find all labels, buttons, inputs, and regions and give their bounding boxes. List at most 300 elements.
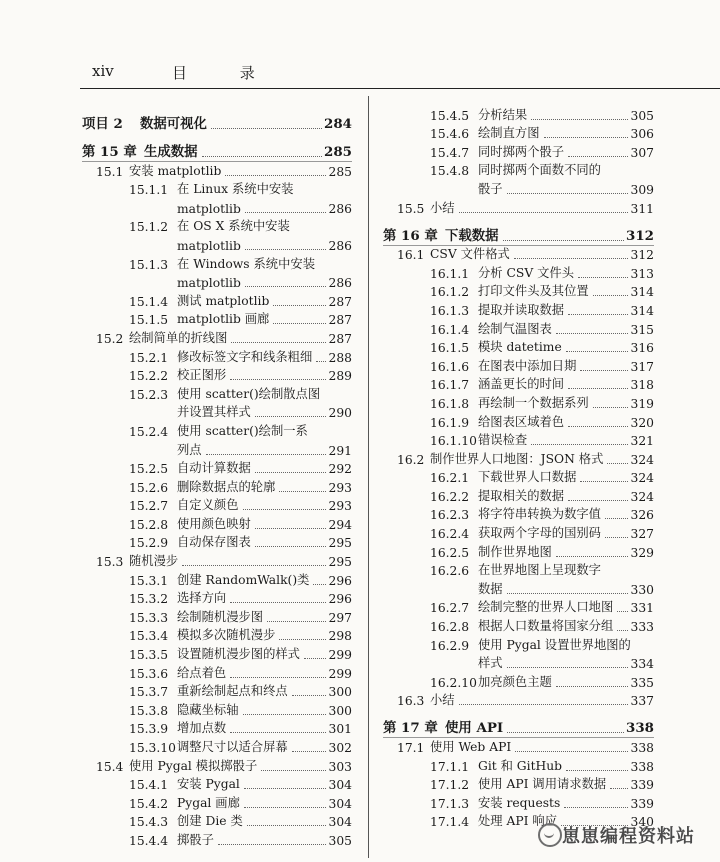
toc-entry-number: 16.1.8 [430, 396, 470, 411]
toc-entry-l2 [82, 385, 352, 404]
toc-entry-title: 自动保存图表 [177, 535, 251, 550]
toc-left-column [82, 106, 352, 850]
toc-entry-title: 测试 matplotlib [177, 293, 270, 308]
toc-entry-number: 16.2 [397, 452, 425, 467]
toc-entry-page: 311 [630, 201, 654, 216]
toc-entry-page: 293 [328, 499, 352, 514]
toc-entry-number: 15.3.5 [129, 648, 169, 663]
toc-entry-l2 [82, 776, 352, 795]
toc-entry-page: 307 [630, 145, 654, 160]
toc-entry-title: 删除数据点的轮廓 [177, 479, 276, 494]
toc-entry-l2 [82, 515, 352, 534]
toc-entry-title: matplotlib [177, 201, 241, 216]
toc-entry-number: 15.3.3 [129, 610, 169, 625]
toc-entry-number: 17.1.4 [430, 815, 470, 830]
dot-leader [255, 546, 326, 547]
toc-entry-title: 小结 [430, 693, 455, 708]
dot-leader [255, 528, 326, 529]
dot-leader [566, 351, 628, 352]
toc-entry-page: 319 [630, 396, 654, 411]
toc-entry-page: 339 [630, 778, 654, 793]
toc-entry-page: 286 [328, 276, 352, 291]
toc-entry-title: 给点着色 [177, 665, 227, 680]
page-header [0, 0, 720, 96]
toc-entry-l2 [82, 181, 352, 200]
toc-entry-title: 加亮颜色主题 [478, 674, 552, 689]
toc-entry-number: 16.2.1 [430, 471, 470, 486]
toc-entry-l2 [383, 339, 654, 358]
toc-entry-page: 314 [630, 303, 654, 318]
toc-entry-number: 15.4.2 [129, 796, 169, 811]
toc-entry-title: 提取相关的数据 [478, 488, 565, 503]
toc-entry-l2 [383, 432, 654, 451]
dot-leader [230, 677, 326, 678]
toc-entry-number: 15.2.3 [129, 387, 169, 402]
dot-leader [593, 407, 628, 408]
toc-entry-number: 16.2.6 [430, 564, 470, 579]
dot-leader [568, 388, 628, 389]
dot-leader [556, 556, 628, 557]
toc-entry-l2 [82, 813, 352, 832]
toc-entry-page: 331 [630, 601, 654, 616]
toc-entry-page: 333 [630, 620, 654, 635]
toc-entry-page: 290 [328, 406, 352, 421]
dot-leader [578, 277, 628, 278]
toc-entry-l2 [383, 162, 654, 181]
dot-leader [531, 119, 628, 120]
toc-entry-chapter [383, 218, 654, 246]
toc-entry-title: 分析 CSV 文件头 [478, 265, 575, 280]
dot-leader [230, 602, 326, 603]
toc-entry-page: 305 [328, 833, 352, 848]
toc-entry-number: 15.3.4 [129, 629, 169, 644]
toc-entry-title: 提取并读取数据 [478, 302, 565, 317]
toc-entry-title: 打印文件头及其位置 [478, 284, 589, 299]
toc-entry-l2 [82, 292, 352, 311]
toc-entry-title: 同时掷两个骰子 [478, 144, 565, 159]
dot-leader [580, 481, 628, 482]
toc-entry-page: 339 [630, 796, 654, 811]
toc-entry-title: 使用 scatter()绘制一系 [177, 423, 308, 438]
toc-entry-number: 15.2.2 [129, 369, 169, 384]
toc-entry-page: 314 [630, 285, 654, 300]
toc-entry-page: 335 [630, 675, 654, 690]
toc-entry-number: 15.2.1 [129, 350, 169, 365]
toc-entry-title: 小结 [430, 200, 455, 215]
toc-entry-page: 294 [328, 517, 352, 532]
toc-entry-page: 287 [328, 294, 352, 309]
toc-entry-page: 293 [328, 480, 352, 495]
dot-leader [261, 770, 326, 771]
toc-entry-l2 [383, 143, 654, 162]
toc-entry-cont [82, 199, 352, 218]
dot-leader [568, 156, 628, 157]
toc-entry-l2 [383, 673, 654, 692]
toc-entry-title: Git 和 GitHub [478, 758, 563, 773]
toc-entry-l1 [383, 692, 654, 711]
toc-entry-l2 [383, 562, 654, 581]
toc-entry-page: 316 [630, 341, 654, 356]
dot-leader [304, 658, 326, 659]
toc-entry-page: 299 [328, 648, 352, 663]
toc-entry-number: 15.5 [397, 201, 425, 216]
toc-entry-l1 [82, 162, 352, 181]
toc-entry-title: 生成数据 [144, 144, 198, 160]
toc-entry-page: 330 [630, 582, 654, 597]
toc-entry-l2 [82, 255, 352, 274]
toc-entry-number: 15.4.7 [430, 145, 470, 160]
dot-leader [231, 342, 326, 343]
toc-entry-title: 安装 matplotlib [129, 163, 222, 178]
toc-entry-page: 296 [328, 573, 352, 588]
watermark-text: 崽崽编程资料站 [562, 826, 695, 847]
dot-leader [279, 639, 326, 640]
toc-entry-l2 [82, 645, 352, 664]
toc-entry-number: 15.3.7 [129, 685, 169, 700]
toc-entry-title: 隐藏坐标轴 [177, 702, 239, 717]
dot-leader [580, 370, 628, 371]
toc-entry-number: 15.3 [96, 555, 124, 570]
dot-leader [610, 788, 628, 789]
toc-entry-number: 16.2.10 [430, 675, 477, 690]
toc-entry-page: 298 [328, 629, 352, 644]
toc-entry-l2 [383, 320, 654, 339]
toc-entry-page: 324 [630, 471, 654, 486]
toc-entry-number: 15.2.7 [129, 499, 169, 514]
toc-entry-number: 16.1.7 [430, 378, 470, 393]
toc-entry-number: 15.4.5 [430, 108, 470, 123]
toc-entry-l2 [82, 571, 352, 590]
toc-entry-number: 第 17 章 [383, 720, 438, 737]
toc-entry-number: 16.1 [397, 248, 425, 263]
toc-entry-number: 17.1.2 [430, 778, 470, 793]
toc-entry-title: 选择方向 [177, 591, 227, 606]
toc-entry-page: 284 [324, 116, 352, 132]
toc-entry-title: 制作世界地图 [478, 544, 552, 559]
toc-entry-cont [383, 580, 654, 599]
toc-entry-page: 286 [328, 201, 352, 216]
toc-entry-l2 [82, 218, 352, 237]
dot-leader [507, 667, 628, 668]
toc-entry-page: 299 [328, 666, 352, 681]
toc-entry-number: 17.1.3 [430, 796, 470, 811]
toc-entry-title: 根据人口数量将国家分组 [478, 619, 614, 634]
dot-leader [243, 714, 326, 715]
dot-leader [243, 509, 326, 510]
toc-entry-l2 [82, 720, 352, 739]
toc-entry-title: Pygal 画廊 [177, 795, 240, 810]
toc-entry-l1 [82, 757, 352, 776]
toc-entry-title: 绘制随机漫步图 [177, 609, 264, 624]
dot-leader [556, 686, 628, 687]
toc-entry-l2 [383, 106, 654, 125]
toc-entry-title: 处理 API 响应 [478, 814, 558, 829]
dot-leader [593, 295, 628, 296]
toc-entry-l2 [383, 413, 654, 432]
toc-entry-number: 16.2.4 [430, 527, 470, 542]
dot-leader [566, 770, 628, 771]
toc-entry-number: 15.1.2 [129, 220, 169, 235]
dot-leader [206, 454, 326, 455]
dot-leader [531, 444, 628, 445]
toc-entry-l2 [82, 627, 352, 646]
dot-leader [459, 212, 628, 213]
toc-entry-number: 15.4.8 [430, 164, 470, 179]
dot-leader [507, 593, 628, 594]
toc-entry-title: 创建 Die 类 [177, 814, 243, 829]
toc-entry-title: 使用颜色映射 [177, 516, 251, 531]
toc-entry-title: 将字符串转换为数字值 [478, 507, 601, 522]
toc-entry-l2 [383, 757, 654, 776]
toc-entry-title: 制作世界人口地图：JSON 格式 [430, 451, 604, 466]
toc-entry-l1 [383, 738, 654, 757]
toc-entry-title: 使用 Pygal 模拟掷骰子 [129, 758, 258, 773]
toc-entry-page: 287 [328, 313, 352, 328]
toc-right-column [383, 106, 654, 831]
toc-entry-number: 15.3.2 [129, 592, 169, 607]
toc-entry-title: 自动计算数据 [177, 461, 251, 476]
toc-entry-l2 [383, 376, 654, 395]
toc-entry-chapter [82, 134, 352, 162]
toc-entry-page: 340 [630, 815, 654, 830]
toc-entry-title: 使用 API 调用请求数据 [478, 777, 607, 792]
toc-entry-page: 303 [328, 759, 352, 774]
toc-entry-number: 16.2.7 [430, 601, 470, 616]
dot-leader [605, 537, 628, 538]
toc-entry-l2 [383, 469, 654, 488]
toc-entry-title: 绘制直方图 [478, 126, 540, 141]
toc-entry-number: 15.3.9 [129, 722, 169, 737]
toc-entry-l2 [82, 608, 352, 627]
toc-entry-cont [82, 441, 352, 460]
dot-leader [255, 472, 326, 473]
toc-entry-page: 313 [630, 266, 654, 281]
toc-entry-l2 [82, 590, 352, 609]
dot-leader [245, 249, 326, 250]
toc-entry-title: 自定义颜色 [177, 498, 239, 513]
toc-entry-title: 在 Linux 系统中安装 [177, 182, 294, 197]
dot-leader [182, 565, 326, 566]
column-divider [368, 96, 369, 858]
toc-entry-page: 292 [328, 462, 352, 477]
watermark [502, 814, 720, 854]
toc-entry-number: 16.1.5 [430, 341, 470, 356]
toc-entry-number: 15.3.1 [129, 573, 169, 588]
dot-leader [267, 621, 326, 622]
dot-leader [507, 732, 628, 733]
toc-entry-title: matplotlib 画廊 [177, 312, 270, 327]
toc-entry-page: 334 [630, 657, 654, 672]
toc-entry-l2 [82, 422, 352, 441]
toc-entry-title: 修改标签文字和线条粗细 [177, 349, 313, 364]
toc-entry-page: 291 [328, 443, 352, 458]
toc-entry-title: 绘制完整的世界人口地图 [478, 600, 614, 615]
toc-entry-title: 使用 API [445, 720, 504, 737]
dot-leader [273, 323, 326, 324]
dot-leader [230, 379, 326, 380]
toc-entry-title: 涵盖更长的时间 [478, 377, 565, 392]
toc-entry-number: 16.2.3 [430, 508, 470, 523]
dot-leader [230, 732, 326, 733]
toc-entry-l2 [82, 831, 352, 850]
toc-entry-page: 304 [328, 815, 352, 830]
toc-entry-number: 16.1.4 [430, 322, 470, 337]
toc-entry-title: 获取两个字母的国别码 [478, 526, 601, 541]
toc-entry-page: 295 [328, 536, 352, 551]
toc-entry-page: 309 [630, 182, 654, 197]
toc-entry-page: 338 [626, 720, 654, 737]
toc-entry-l2 [383, 301, 654, 320]
dot-leader [279, 491, 326, 492]
toc-entry-title: 绘制气温图表 [478, 321, 552, 336]
toc-entry-title: 同时掷两个面数不同的 [478, 163, 601, 178]
dot-leader [255, 416, 326, 417]
toc-entry-l2 [82, 478, 352, 497]
toc-entry-title: 安装 requests [478, 795, 561, 810]
toc-entry-l2 [82, 683, 352, 702]
dot-leader [564, 807, 628, 808]
dot-leader [605, 518, 628, 519]
toc-entry-l1 [383, 450, 654, 469]
toc-entry-number: 16.3 [397, 694, 425, 709]
toc-entry-page: 288 [328, 350, 352, 365]
dot-leader [514, 258, 628, 259]
toc-entry-number: 15.3.8 [129, 703, 169, 718]
toc-entry-title: 列点 [177, 442, 202, 457]
toc-entry-number: 17.1.1 [430, 759, 470, 774]
dot-leader [211, 128, 326, 129]
toc-entry-l2 [383, 394, 654, 413]
toc-entry-title: 在世界地图上呈现数字 [478, 563, 601, 578]
toc-entry-l2 [383, 524, 654, 543]
toc-entry-title: 下载世界人口数据 [478, 470, 577, 485]
toc-entry-number: 15.4 [96, 759, 124, 774]
toc-entry-page: 287 [328, 331, 352, 346]
toc-entry-number: 15.4.1 [129, 778, 169, 793]
toc-entry-page: 320 [630, 415, 654, 430]
toc-entry-number: 16.2.2 [430, 489, 470, 504]
toc-entry-number: 15.1.1 [129, 183, 169, 198]
dot-leader [607, 463, 628, 464]
toc-entry-cont [383, 180, 654, 199]
dot-leader [556, 333, 628, 334]
toc-entry-l2 [82, 794, 352, 813]
dot-leader [218, 844, 326, 845]
toc-entry-number: 16.2.9 [430, 638, 470, 653]
toc-entry-number: 16.1.1 [430, 266, 470, 281]
toc-entry-title: 使用 Web API [430, 740, 512, 754]
toc-entry-title: 骰子 [478, 181, 503, 196]
toc-entry-number: 15.4.6 [430, 127, 470, 142]
dot-leader [507, 193, 628, 194]
dot-leader [245, 212, 326, 213]
dot-leader [568, 426, 628, 427]
toc-entry-page: 324 [630, 489, 654, 504]
toc-entry-l2 [82, 311, 352, 330]
toc-entry-number: 15.2 [96, 331, 124, 346]
toc-entry-l2 [383, 794, 654, 813]
dot-leader [202, 156, 326, 157]
toc-entry-cont [82, 404, 352, 423]
toc-entry-l2 [383, 636, 654, 655]
toc-entry-number: 15.4.3 [129, 815, 169, 830]
toc-entry-l2 [82, 664, 352, 683]
toc-entry-l2 [383, 283, 654, 302]
dot-leader [515, 751, 628, 752]
dot-leader [568, 500, 628, 501]
toc-entry-number: 15.1 [96, 164, 124, 179]
toc-entry-number: 15.2.4 [129, 424, 169, 439]
dot-leader [503, 240, 628, 241]
toc-entry-page: 295 [328, 555, 352, 570]
toc-entry-page: 327 [630, 527, 654, 542]
toc-entry-number: 17.1 [397, 741, 425, 755]
toc-entry-page: 300 [328, 703, 352, 718]
toc-entry-l2 [82, 701, 352, 720]
toc-entry-l2 [82, 348, 352, 367]
toc-entry-page: 285 [324, 144, 352, 160]
toc-entry-cont [383, 655, 654, 674]
toc-entry-l2 [82, 534, 352, 553]
toc-entry-page: 289 [328, 369, 352, 384]
toc-entry-title: 随机漫步 [129, 554, 179, 569]
toc-entry-page: 326 [630, 508, 654, 523]
toc-entry-number: 第 16 章 [383, 227, 438, 244]
dot-leader [292, 695, 326, 696]
toc-entry-title: 错误检查 [478, 433, 528, 448]
toc-entry-l2 [383, 543, 654, 562]
dot-leader [459, 704, 628, 705]
toc-entry-number: 15.2.8 [129, 517, 169, 532]
page-title: 目 录 [172, 64, 279, 82]
toc-entry-part [82, 106, 352, 134]
dot-leader [292, 751, 326, 752]
toc-entry-number: 15.1.5 [129, 313, 169, 328]
toc-entry-number: 15.3.10 [129, 741, 176, 755]
dot-leader [225, 175, 326, 176]
toc-entry-page: 296 [328, 592, 352, 607]
toc-entry-page: 302 [328, 741, 352, 755]
toc-entry-number: 15.2.6 [129, 480, 169, 495]
toc-entry-title: 模拟多次随机漫步 [177, 628, 276, 643]
header-rule [80, 88, 720, 89]
toc-entry-number: 16.1.3 [430, 303, 470, 318]
dot-leader [544, 137, 628, 138]
dot-leader [244, 788, 326, 789]
page-number: xiv [92, 62, 114, 80]
toc-entry-number: 15.3.6 [129, 666, 169, 681]
toc-entry-l2 [383, 487, 654, 506]
toc-entry-title: 在 Windows 系统中安装 [177, 256, 315, 271]
toc-entry-page: 305 [630, 108, 654, 123]
toc-entry-title: 下载数据 [445, 227, 499, 244]
toc-entry-title: 使用 scatter()绘制散点图 [177, 386, 321, 401]
dot-leader [247, 825, 326, 826]
toc-entry-page: 304 [328, 778, 352, 793]
toc-entry-l1 [383, 246, 654, 265]
toc-entry-l2 [82, 460, 352, 479]
toc-entry-l2 [383, 125, 654, 144]
toc-entry-title: 重新绘制起点和终点 [177, 684, 288, 699]
toc-entry-number: 15.2.5 [129, 462, 169, 477]
toc-entry-title: 样式 [478, 656, 503, 671]
dot-leader [316, 361, 326, 362]
toc-entry-title: 数据可视化 [140, 116, 207, 132]
toc-entry-page: 286 [328, 238, 352, 253]
toc-entry-page: 300 [328, 685, 352, 700]
dot-leader [617, 630, 628, 631]
toc-entry-l1 [82, 329, 352, 348]
